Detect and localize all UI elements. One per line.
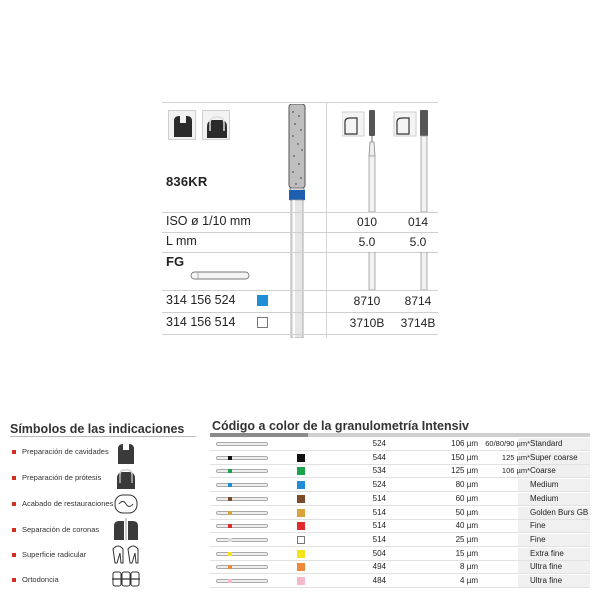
product-card <box>162 102 438 338</box>
iso-value-1: 010 <box>356 215 378 229</box>
symbol-item <box>12 499 113 508</box>
l-value-1: 5.0 <box>358 235 376 249</box>
grit-color-swatch <box>297 577 305 585</box>
card-top-border <box>162 102 328 103</box>
grit-standard-size: 125 µm* <box>501 452 530 462</box>
grit-row <box>210 561 590 574</box>
grit-label: Ultra fine <box>530 576 563 585</box>
grit-color-swatch <box>297 467 305 475</box>
grit-size: 25 µm <box>455 534 478 544</box>
grit-code: 514 <box>372 521 386 531</box>
grit-code: 544 <box>372 452 386 462</box>
grit-size: 60 µm <box>455 493 478 503</box>
fg-shank-icon <box>190 270 254 282</box>
symbols-title-underline <box>10 436 196 437</box>
bur-color-ring <box>228 552 232 556</box>
crown-prep-icon <box>110 465 142 491</box>
grit-row <box>210 479 590 492</box>
grit-code: 514 <box>372 507 386 517</box>
grit-size: 80 µm <box>455 480 478 490</box>
grit-size: 106 µm <box>451 439 478 448</box>
bur-shank-icon <box>216 442 268 446</box>
grit-color-swatch <box>297 495 305 503</box>
grit-label: Extra fine <box>530 548 564 558</box>
bullet-icon <box>12 528 16 532</box>
shank-label: FG <box>166 254 185 269</box>
bur-shank-icon <box>216 469 268 473</box>
ref-2-col-2: 3714B <box>400 316 436 330</box>
grit-color-swatch <box>297 563 305 571</box>
grit-row <box>210 465 590 478</box>
card-top-border-right <box>328 102 438 103</box>
symbol-label: Preparación de cavidades <box>22 447 109 456</box>
ref-1-col-1: 8710 <box>353 294 381 308</box>
grit-color-swatch <box>297 454 305 462</box>
symbol-label: Preparación de prótesis <box>22 473 102 482</box>
bur-shank-icon <box>216 456 268 460</box>
symbol-item <box>12 525 99 534</box>
row-line-article-1-top <box>162 290 438 291</box>
crown-prep-icon <box>203 111 231 141</box>
grit-color-swatch <box>297 509 305 517</box>
grit-code: 494 <box>372 562 386 572</box>
symbols-title: Símbolos de las indicaciones <box>10 422 185 436</box>
grit-standard-size: 106 µm* <box>501 466 530 476</box>
row-line-iso-top <box>162 212 438 213</box>
grit-row <box>210 493 590 506</box>
bur-shank-icon <box>216 565 268 569</box>
bur-color-ring <box>228 565 232 569</box>
bullet-icon <box>12 476 16 480</box>
symbol-item <box>12 575 59 584</box>
symbol-label: Separación de coronas <box>22 525 100 534</box>
symbol-item <box>12 447 109 456</box>
article-number-1: 314 156 524 <box>166 293 236 307</box>
l-value-2: 5.0 <box>409 235 427 249</box>
grit-row <box>210 507 590 520</box>
grit-label: Golden Burs GB <box>530 507 589 517</box>
grit-size: 50 µm <box>455 507 478 517</box>
grit-title: Código a color de la granulometría Intensiv <box>212 419 469 433</box>
bur-color-ring <box>228 456 232 460</box>
cavity-prep-symbol <box>168 110 196 140</box>
grit-row <box>210 575 590 588</box>
bur-color-ring <box>228 579 232 583</box>
symbol-item <box>12 550 86 559</box>
iso-value-2: 014 <box>407 215 429 229</box>
bur-color-ring <box>228 511 232 515</box>
grit-color-swatch <box>297 536 305 544</box>
card-column-divider <box>326 102 327 338</box>
grit-standard-size: 60/80/90 µm* <box>485 439 530 448</box>
grit-code: 514 <box>372 493 386 503</box>
ref-2-col-1: 3710B <box>349 316 385 330</box>
grit-label: Fine <box>530 521 546 531</box>
grit-size: 40 µm <box>455 521 478 531</box>
grit-row <box>210 452 590 465</box>
symbol-item <box>12 473 101 482</box>
bur-color-ring <box>228 538 232 542</box>
symbol-label: Acabado de restauraciones <box>22 499 114 508</box>
finishing-icon <box>110 491 142 517</box>
l-label: L mm <box>166 234 197 248</box>
grit-label: Medium <box>530 480 559 490</box>
grit-size: 15 µm <box>455 548 478 558</box>
grit-color-swatch <box>297 522 305 530</box>
grit-row <box>210 534 590 547</box>
grit-row <box>210 438 590 451</box>
bur-color-ring <box>228 524 232 528</box>
grit-color-swatch <box>297 550 305 558</box>
bur-color-ring <box>228 469 232 473</box>
row-line-article-2-top <box>162 312 438 313</box>
bullet-icon <box>12 578 16 582</box>
grit-color-swatch <box>297 481 305 489</box>
bur-shank-icon <box>216 483 268 487</box>
grit-row <box>210 520 590 533</box>
symbol-label: Ortodoncia <box>22 575 59 584</box>
bur-shank-icon <box>216 511 268 515</box>
bur-shank-icon <box>216 552 268 556</box>
bur-color-ring <box>228 483 232 487</box>
product-code: 836KR <box>166 174 208 189</box>
grit-size: 4 µm <box>460 576 478 585</box>
grit-label-cell <box>518 520 590 532</box>
bullet-icon <box>12 450 16 454</box>
bur-shank-icon <box>216 497 268 501</box>
article-number-2: 314 156 514 <box>166 315 236 329</box>
grit-header-bar-dark <box>210 433 308 437</box>
grit-square-blue <box>257 295 268 306</box>
grit-code: 514 <box>372 534 386 544</box>
row-line-l-top <box>162 232 438 233</box>
ref-1-col-2: 8714 <box>404 294 432 308</box>
cavity-icon <box>169 111 197 141</box>
bur-drawing <box>284 104 312 338</box>
shank-extension-drawings <box>342 252 438 290</box>
grit-label: Standard <box>530 439 563 448</box>
orthodontics-icon <box>110 566 142 592</box>
bullet-icon <box>12 502 16 506</box>
grit-code: 504 <box>372 548 386 558</box>
cavity-icon <box>110 440 142 466</box>
grit-code: 524 <box>372 480 386 490</box>
crown-prep-symbol <box>202 110 230 140</box>
bullet-icon <box>12 553 16 557</box>
grit-label: Super coarse <box>530 452 578 462</box>
grit-code: 524 <box>372 439 386 448</box>
grit-size: 150 µm <box>451 452 478 462</box>
grit-label: Medium <box>530 493 559 503</box>
instrument-drawings <box>342 108 438 212</box>
bur-shank-icon <box>216 579 268 583</box>
grit-code: 534 <box>372 466 386 476</box>
grit-label: Fine <box>530 534 546 544</box>
symbol-label: Superficie radicular <box>22 550 87 559</box>
grit-label: Ultra fine <box>530 562 563 572</box>
grit-size: 125 µm <box>451 466 478 476</box>
grit-size: 8 µm <box>460 562 478 572</box>
bur-shank-icon <box>216 538 268 542</box>
grit-square-white <box>257 317 268 328</box>
bur-color-ring <box>228 497 232 501</box>
crown-separation-icon <box>110 516 142 542</box>
grit-code: 484 <box>372 576 386 585</box>
grit-label: Coarse <box>530 466 556 476</box>
bur-shank-icon <box>216 524 268 528</box>
grit-row <box>210 548 590 561</box>
grit-label-cell <box>518 534 590 546</box>
root-surface-icon <box>110 541 142 567</box>
row-line-bottom <box>162 334 438 335</box>
iso-label: ISO ø 1/10 mm <box>166 214 251 228</box>
